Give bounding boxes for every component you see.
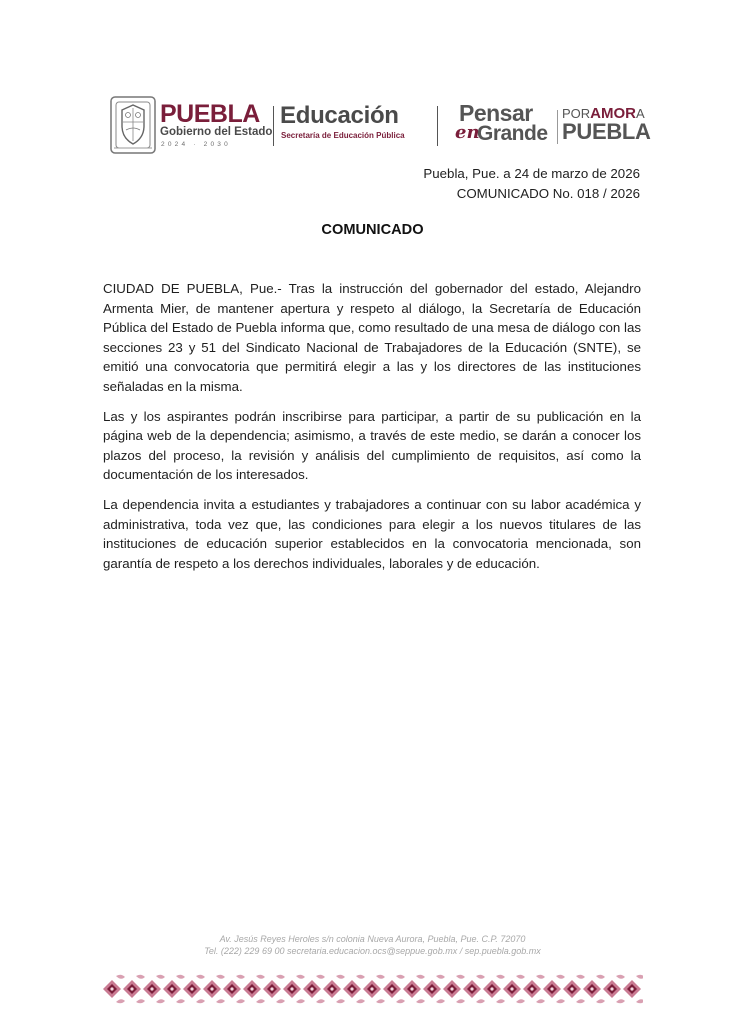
logo-a-word: A	[636, 106, 645, 121]
letterhead	[110, 96, 655, 158]
logo-en-word: en	[455, 122, 480, 143]
document-number: COMUNICADO No. 018 / 2026	[456, 186, 640, 201]
footer-address: Av. Jesús Reyes Heroles s/n colonia Nueva Aurora, Puebla, Pue. C.P. 72070	[219, 934, 526, 944]
document-date: Puebla, Pue. a 24 de marzo de 2026	[423, 166, 640, 181]
logo-educacion-subtitle: Secretaría de Educación Pública	[281, 131, 405, 140]
document-title: COMUNICADO	[321, 222, 424, 238]
logo-pensar-word: Pensar	[459, 100, 533, 126]
divider	[437, 106, 438, 146]
divider	[273, 106, 274, 146]
divider	[557, 110, 558, 144]
decorative-border-icon	[103, 972, 643, 1006]
logo-years: 2024 · 2030	[161, 141, 231, 148]
logo-grande-word: Grande	[477, 122, 548, 145]
body-paragraph: CIUDAD DE PUEBLA, Pue.- Tras la instrucción del gobernador del estado, Alejandro Armenta Mier, de mantener apertura y respeto al diálogo, la Secretaría de Educación Pública del Estado de Puebla informa que, como resultado de una mesa de diálogo con las secciones 23 y 51 del Sindicato Nacional de Trabajadores de la Educación (SNTE), se emitió una convocatoria que permitirá elegir a las y los directores de las instituciones señaladas en la misma.	[103, 281, 641, 394]
pensar-en-grande-logo	[455, 102, 555, 152]
logo-puebla-word: PUEBLA	[160, 100, 260, 128]
footer-contact: Tel. (222) 229 69 00 secretaria.educacion.ocs@seppue.gob.mx / sep.puebla.gob.mx	[204, 946, 541, 956]
document-meta	[423, 164, 640, 204]
footer	[0, 933, 745, 957]
logo-por-word: POR	[562, 106, 591, 121]
logo-gobierno-subtitle: Gobierno del Estado	[160, 126, 273, 138]
educacion-logo	[280, 104, 430, 150]
body-paragraph: La dependencia invita a estudiantes y trabajadores a continuar con su labor académica y administrativa, toda vez que, las condiciones para elegir a los nuevos titulares de las instituciones de educación superior establecidos en la convocatoria mencionada, son garantía de respeto a los derechos individuales, laborales y de educación.	[103, 496, 641, 571]
logo-amor-word: AMOR	[590, 105, 636, 122]
state-seal-icon	[110, 96, 156, 154]
document-body	[103, 279, 641, 583]
body-paragraph: Las y los aspirantes podrán inscribirse para participar, a partir de su publicación en la página web de la dependencia; asimismo, a través de este medio, se darán a conocer los plazos del proceso, la revisión y análisis del cumplimiento de requisitos, así como la documentación de los interesados.	[103, 408, 641, 483]
por-amor-a-puebla-logo	[562, 106, 657, 152]
logo-puebla-word-2: PUEBLA	[562, 119, 651, 144]
logo-educacion-word: Educación	[280, 102, 399, 129]
